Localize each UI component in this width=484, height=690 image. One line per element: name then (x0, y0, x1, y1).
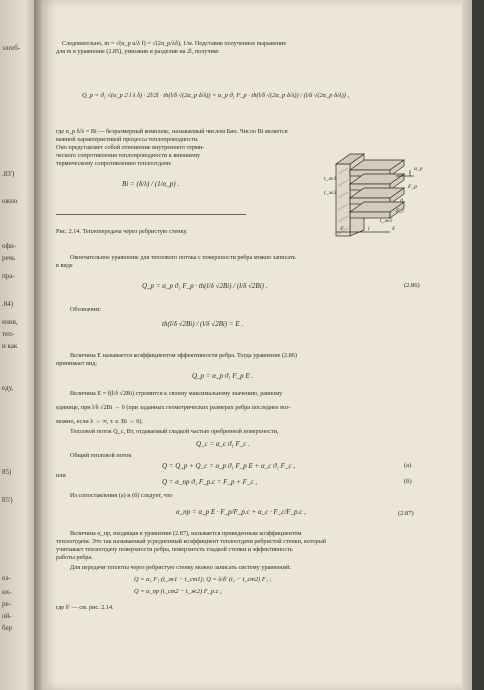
body-line: Из сопоставления (а) и (б) следует, что (70, 492, 173, 499)
body-line: где α_р δ/λ = Bi — безразмерный комплекс, называемый числом Био. Число Bi является (56, 128, 288, 135)
figure-label: δ (392, 226, 395, 232)
body-line: можно, если λ → ∞, т. е. Bi → 0). (56, 418, 144, 425)
equation-E: th(l/δ √2Bi) / (l/δ √2Bi) = E . (162, 320, 244, 328)
equation-2-86: Q_р = α_р ϑ₁ F_р · th(l/δ √2Bi) / (l/δ √2Bi) . (142, 282, 268, 290)
body-line: принимает вид: (56, 360, 98, 367)
body-line: где δ′ — см. рис. 2.14. (56, 604, 114, 611)
left-page-fragment: ожно (2, 197, 18, 205)
equation-number: (2.87) (398, 510, 414, 517)
equation-biot: Bi = (δ/λ) / (1/α_р) . (122, 180, 180, 188)
left-page-fragment: нх- (2, 588, 12, 596)
figure-label: F_р (408, 184, 418, 190)
body-line: Следовательно, m = √(α_р u/λ f) = √(2α_р/λδ), 1/м. Подставив полученное выражение (62, 40, 287, 47)
left-page-edge (0, 0, 36, 690)
left-page-fragment: ой- (2, 612, 12, 620)
left-page-fragment: и как (2, 342, 18, 350)
body-line: Величина E = f(l/δ √2Bi) стремится к своему максимальному значению, равному (70, 390, 283, 397)
left-page-fragment: 85) (2, 468, 12, 476)
figure-label: α_р (414, 166, 423, 172)
left-page-fragment: офи- (2, 242, 17, 250)
body-line: Величина E называется коэффициентом эффективности ребра. Тогда уравнение (2.86) (70, 352, 297, 359)
left-page-fragment: ре- (2, 600, 11, 608)
body-line: Для передачи теплоты через ребристую стенку можно записать систему уравнений: (70, 564, 291, 571)
equation-a: Q = Q_р + Q_с = α_р ϑ₁ F_р E + α_с ϑ₁ F_с , (162, 462, 296, 470)
equation-number: (a) (404, 462, 412, 469)
body-line: Окончательное уравнение для теплового потока с поверхности ребра можно записать (70, 254, 296, 261)
equation-qp-derivation: Q_р = ϑ₁ √(α_р 2 l λ δ) · 2l/2l · th(l/δ √(2α_р δ/λ)) = α_р ϑ₁ F_р · th(l/δ √(2α_р δ/λ)) / (l/δ √(2α_р δ/λ)) , (82, 92, 349, 99)
body-line: теплоотдачи. Это так называемый усредненный коэффициент теплоотдачи ребристой стенки, который (56, 538, 327, 545)
body-line: для m в уравнение (2.85), умножив и разделив на 2l, получим: (56, 48, 220, 55)
finned-wall-drawing (330, 146, 426, 238)
body-line: важной характеристикой процесса теплопроводности. (56, 136, 199, 143)
figure-label: t_ж2 (380, 218, 393, 224)
page-stack-edge (462, 0, 472, 690)
finned-wall-figure (324, 146, 426, 238)
left-page-fragment: 85') (2, 496, 13, 504)
left-page-fragment: пра- (2, 272, 15, 280)
left-page-fragment: оз- (2, 574, 11, 582)
equation-2-87: α_пр = α_р E · F_р/F_р.с + α_с · F_с/F_р.с , (176, 508, 306, 516)
body-line: Тепловой поток Q_с, Вт, отдаваемый гладкой частью оребренной поверхности, (70, 428, 279, 435)
separator-rule (56, 214, 246, 215)
body-line: единице, при l/δ √2Bi → 0 (при заданных геометрических размерах ребра последнее воз- (56, 404, 291, 411)
body-line: Общий тепловой поток (70, 452, 132, 459)
body-line: Обозначим: (70, 306, 102, 313)
equation-number: (б) (404, 478, 412, 485)
equation-qc: Q_с = α_с ϑ₁ F_с . (196, 440, 250, 448)
equation-system-line1: Q = α₁ F₁ (t_ж1 − t_ст1); Q = λ/δ′ (t₁ − t_ст2) F₁ ; (134, 576, 272, 583)
equation-number: (2.86) (404, 282, 420, 289)
body-line: Величина α_пр, входящая в уравнение (2.87), называется приведенным коэффициентом (70, 530, 302, 537)
body-line: Оно представляет собой отношение внутреннего терми- (56, 144, 205, 151)
figure-label: ϑ₁ (400, 198, 405, 204)
figure-label: l (368, 226, 370, 232)
body-line: в виде (56, 262, 73, 269)
left-page-fragment: элгеб- (2, 44, 21, 52)
left-page-fragment: теп- (2, 330, 15, 338)
figure-caption: Рис. 2.14. Теплопередача через ребристую стенку. (56, 228, 188, 235)
body-line: работы ребра. (56, 554, 93, 561)
book-page (42, 0, 466, 690)
figure-label: δ′ (340, 226, 344, 232)
equation-b: Q = α_пр ϑ₁ F_р.с = F_р + F_с , (162, 478, 258, 486)
body-line: учитывает теплоотдачу поверхности ребра, поверхность гладкой стенки и эффективность (56, 546, 293, 553)
figure-label: t_ж2 (324, 190, 337, 196)
equation-qp-short: Q_р = α_р ϑ₁ F_р E . (192, 372, 254, 380)
figure-label: t_ж1 (324, 176, 337, 182)
left-page-fragment: ения, (2, 318, 18, 326)
equation-system-line2: Q = α_пр (t_ст2 − t_ж2) F_р.с , (134, 588, 222, 595)
body-line: ческого сопротивления теплопроводности к внешнему (56, 152, 201, 159)
body-line: термическому сопротивлению теплоотдачи: (56, 160, 172, 167)
left-page-fragment: .84) (2, 300, 14, 308)
figure-label: F_с (396, 208, 405, 214)
left-page-fragment: речь (2, 254, 16, 262)
left-page-fragment: бер (2, 624, 13, 632)
left-page-fragment: .83') (2, 170, 15, 178)
left-page-fragment: еду, (2, 384, 14, 392)
body-line: или (56, 472, 66, 479)
